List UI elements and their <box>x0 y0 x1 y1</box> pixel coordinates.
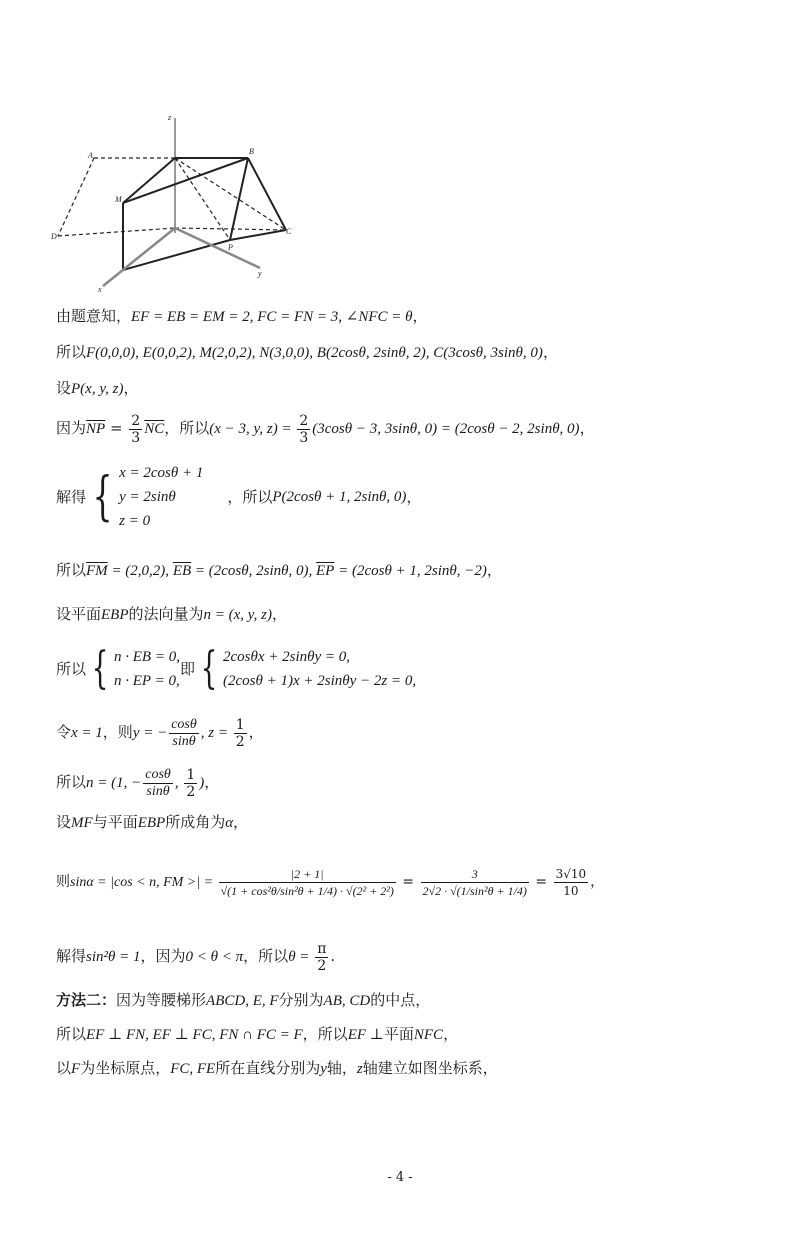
text: ，所以 <box>302 1025 348 1043</box>
punct: ， <box>443 1025 459 1043</box>
punct: ， <box>579 419 595 437</box>
den: 3 <box>299 429 309 446</box>
label-b: B <box>249 147 254 156</box>
line-9 <box>56 712 264 753</box>
math: (3cosθ − 3, 3sinθ, 0) = (2cosθ − 2, 2sinθ, 0) <box>312 421 580 437</box>
edge-e-c <box>175 158 286 230</box>
label-d: D <box>51 232 57 241</box>
eq3: z = 0 <box>119 513 151 529</box>
edge-f-c <box>175 228 286 230</box>
text: ，则 <box>102 723 133 741</box>
num: 2 <box>299 412 309 429</box>
line-15 <box>56 1024 458 1045</box>
left-brace: { <box>92 467 113 527</box>
fraction <box>143 767 173 800</box>
punct: . <box>330 947 336 965</box>
eq: = <box>105 419 128 437</box>
math: 0 < θ < π <box>185 949 244 965</box>
eq2: n · EP = 0, <box>114 673 180 689</box>
label-z: z <box>168 113 172 122</box>
math: , <box>174 775 183 791</box>
num: 3√10 <box>555 866 587 881</box>
punct: ， <box>486 561 502 579</box>
label-a: A <box>88 151 93 160</box>
math: AB, CD <box>323 993 371 1009</box>
punct: ， <box>204 773 220 791</box>
line-10 <box>56 762 219 803</box>
punct: ， <box>590 874 605 890</box>
system <box>114 645 180 693</box>
num: |2 + 1| <box>219 866 396 883</box>
den: 2 <box>186 783 196 800</box>
text: 设 <box>56 813 72 831</box>
page-number: - 4 - <box>387 1170 413 1185</box>
line-16 <box>56 1058 498 1079</box>
math: F <box>71 1061 81 1077</box>
num: 1 <box>235 716 245 733</box>
line-4 <box>56 410 595 447</box>
line-1 <box>56 306 428 327</box>
edge-p-c <box>230 230 286 240</box>
text: 所以 <box>56 1025 87 1043</box>
plane: EBP <box>101 607 129 623</box>
math: P(x, y, z) <box>71 381 124 397</box>
den: sinθ <box>146 783 170 799</box>
text: 的中点， <box>370 991 431 1009</box>
text: ，所以 <box>164 419 210 437</box>
eq2: y = 2sinθ <box>119 489 176 505</box>
math: , z = <box>200 725 232 741</box>
line-7 <box>56 604 287 625</box>
method-label: 方法二： <box>56 991 117 1009</box>
edge-n-p <box>123 240 230 270</box>
text: 令 <box>56 723 72 741</box>
text: 平面 <box>383 1025 414 1043</box>
eq2: (2cosθ + 1)x + 2sinθy − 2z = 0, <box>222 673 417 689</box>
text: 轴建立如图坐标系， <box>362 1059 498 1077</box>
label-x: x <box>98 285 102 293</box>
math: EF ⊥ FN, EF ⊥ FC, FN ∩ FC = F <box>86 1027 303 1043</box>
fraction <box>129 413 142 446</box>
line-8 <box>56 640 416 697</box>
math: sinα = |cos < n, FM >| = <box>70 875 217 890</box>
text: 所以 <box>56 561 87 579</box>
fraction <box>554 866 589 899</box>
edge-b-p <box>230 158 248 240</box>
text: 由题意知， <box>56 307 132 325</box>
x-axis <box>103 228 175 286</box>
num: π <box>317 940 327 957</box>
text: 即 <box>179 660 195 678</box>
punct: ， <box>248 723 264 741</box>
den: √(1 + cos²θ/sin²θ + 1/4) · √(2² + 2²) <box>220 883 394 898</box>
math: = (2cosθ, 2sinθ, 0), <box>191 563 316 579</box>
eq1: n · EB = 0, <box>114 649 180 665</box>
math: y <box>320 1061 327 1077</box>
num: 1 <box>186 766 196 783</box>
text: 解得 <box>56 488 87 506</box>
num: 2 <box>131 412 141 429</box>
edge-b-c <box>248 158 286 230</box>
math: θ = <box>288 949 314 965</box>
text: ，因为 <box>140 947 186 965</box>
math: FC, FE <box>170 1061 216 1077</box>
fraction <box>297 413 310 446</box>
math: n = (x, y, z) <box>203 607 272 623</box>
punct: ， <box>412 307 428 325</box>
fraction <box>184 767 197 800</box>
punct: ， <box>233 813 249 831</box>
left-brace: { <box>200 643 218 694</box>
plane: EBP <box>137 815 166 831</box>
fraction <box>315 941 328 974</box>
vector-fm: $\overline{FM}$ <box>86 563 108 579</box>
vector-eb: $\overline{EB}$ <box>172 563 192 579</box>
math: (x − 3, y, z) = <box>209 421 296 437</box>
vector-nc: $\overline{NC}$ <box>144 421 165 437</box>
vector-np: $\overline{NP}$ <box>86 421 106 437</box>
text: 所成角为 <box>165 813 226 831</box>
fraction <box>234 717 247 750</box>
text: 则 <box>56 874 70 890</box>
den: 2 <box>235 733 245 750</box>
geometry-figure <box>48 108 308 293</box>
math: = (2cosθ + 1, 2sinθ, −2) <box>334 563 487 579</box>
math: F(0,0,0), E(0,0,2), M(2,0,2), N(3,0,0), B(2cosθ, 2sinθ, 2), C(3cosθ, 3sinθ, 0) <box>86 345 543 361</box>
label-y: y <box>258 269 262 278</box>
math: EF = EB = EM = 2, FC = FN = 3, ∠NFC = θ <box>131 309 413 325</box>
eq: = <box>530 874 552 890</box>
edge-m-b <box>123 158 248 203</box>
text: 所在直线分别为 <box>215 1059 321 1077</box>
punct: ， <box>123 379 139 397</box>
line-2 <box>56 342 558 363</box>
fraction <box>169 717 199 750</box>
label-c: C <box>286 227 292 236</box>
line-11 <box>56 812 248 833</box>
left-brace: { <box>91 643 109 694</box>
math: sin²θ = 1 <box>86 949 141 965</box>
text: 分别为 <box>278 991 324 1009</box>
text: 解得 <box>56 947 87 965</box>
edge-m-e <box>123 158 175 203</box>
line-3 <box>56 378 139 399</box>
den: 2 <box>317 957 327 974</box>
math: = (2,0,2), <box>107 563 173 579</box>
line-13 <box>56 936 335 977</box>
math: z <box>356 1061 363 1077</box>
math: n = (1, − <box>86 775 142 791</box>
line-5 <box>56 460 421 533</box>
text: 与平面 <box>92 813 138 831</box>
text: ，所以 <box>243 947 289 965</box>
text: 所以 <box>56 773 87 791</box>
math: y = − <box>132 725 168 741</box>
system <box>119 461 203 533</box>
text: 因为等腰梯形 <box>116 991 207 1009</box>
edge-d-f <box>58 228 175 236</box>
fraction <box>421 866 529 899</box>
math: EF ⊥ <box>347 1027 384 1043</box>
punct: ， <box>271 605 287 623</box>
eq1: x = 2cosθ + 1 <box>119 465 204 481</box>
math: ABCD, E, F <box>206 993 279 1009</box>
den: sinθ <box>172 733 196 749</box>
text: ，所以 <box>227 488 273 506</box>
text: 为坐标原点， <box>80 1059 171 1077</box>
math: NFC <box>413 1027 444 1043</box>
punct: ， <box>406 488 422 506</box>
text: 因为 <box>56 419 87 437</box>
line-6 <box>56 560 502 581</box>
num: 3 <box>421 866 529 883</box>
math: α <box>225 815 234 831</box>
den: 3 <box>131 429 141 446</box>
line-14 <box>56 990 430 1011</box>
text: 的法向量为 <box>128 605 204 623</box>
punct: ， <box>542 343 558 361</box>
text: 所以 <box>56 660 87 678</box>
eq: = <box>397 874 419 890</box>
fraction <box>219 866 396 899</box>
edge-a-d <box>58 158 94 236</box>
text: 设平面 <box>56 605 102 623</box>
eq1: 2cosθx + 2sinθy = 0, <box>222 649 351 665</box>
text: 轴， <box>326 1059 357 1077</box>
math: ) <box>199 775 205 791</box>
num: cosθ <box>145 766 171 782</box>
label-m: M <box>115 195 122 204</box>
text: 设 <box>56 379 72 397</box>
vector-ep: $\overline{EP}$ <box>316 563 335 579</box>
text: 以 <box>56 1059 72 1077</box>
math: P(2cosθ + 1, 2sinθ, 0) <box>272 489 407 505</box>
den: 2√2 · √(1/sin²θ + 1/4) <box>422 883 527 898</box>
label-p: P <box>228 243 233 252</box>
math: MF <box>71 815 93 831</box>
y-axis <box>175 228 260 268</box>
line-12 <box>56 850 604 915</box>
math: x = 1 <box>71 725 103 741</box>
num: cosθ <box>171 716 197 732</box>
den: 10 <box>563 883 579 898</box>
system <box>223 645 416 693</box>
text: 所以 <box>56 343 87 361</box>
